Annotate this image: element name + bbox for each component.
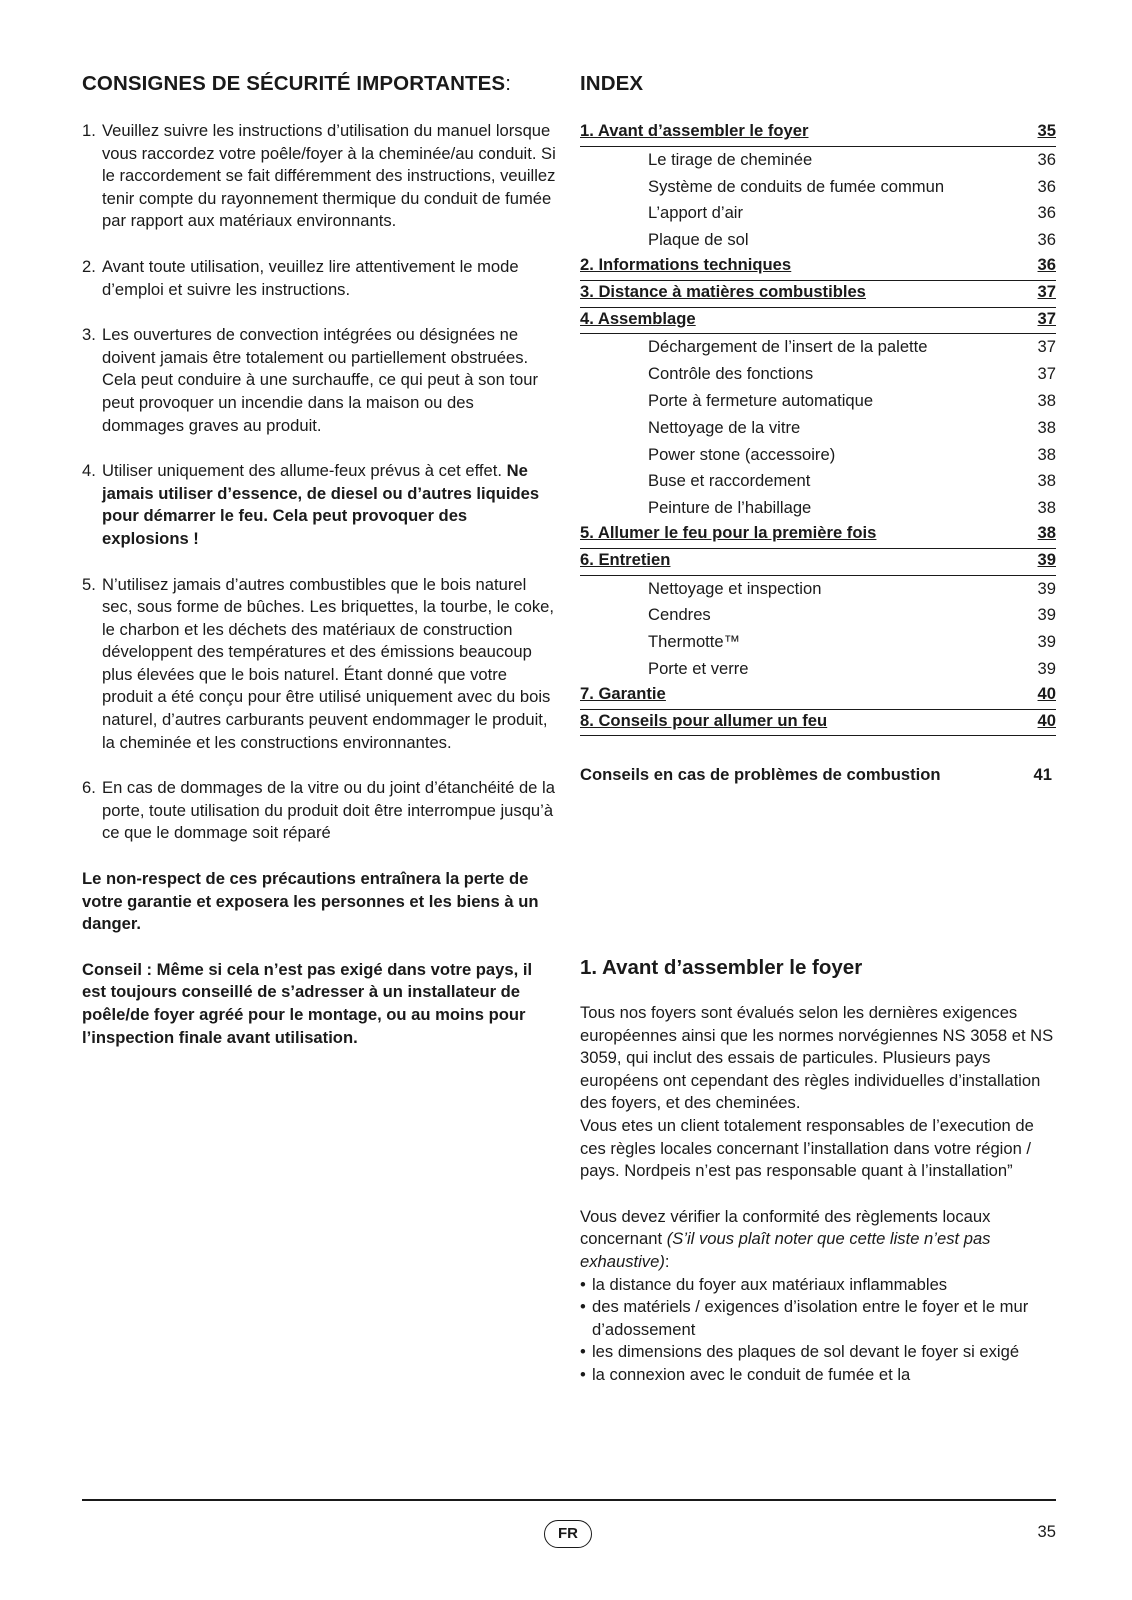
index-row-page: 36	[1037, 203, 1056, 223]
index-row-page: 39	[1037, 578, 1056, 598]
requirements-list	[580, 1274, 1056, 1387]
index-row-label: L’apport d’air	[648, 203, 744, 223]
index-row-page: 40	[1037, 683, 1056, 703]
requirement-item: • la connexion avec le conduit de fumée et la	[580, 1364, 1056, 1387]
index-row-label: Système de conduits de fumée commun	[648, 176, 945, 196]
safety-item: 2. Avant toute utilisation, veuillez lire attentivement le mode d’emploi et suivre les instructions.	[82, 256, 519, 299]
index-row-label: Porte à fermeture automatique	[648, 390, 874, 410]
index-row-label: Déchargement de l’insert de la palette	[648, 337, 928, 357]
index-row-page: 38	[1037, 417, 1056, 437]
index-row-page: 41	[1033, 765, 1052, 785]
index-row-page: 38	[1037, 522, 1056, 542]
index-row-label: Porte et verre	[648, 658, 749, 678]
warning-paragraph: Le non-respect de ces précautions entraînera la perte de votre garantie et exposera les personnes et les biens à un danger.	[82, 869, 539, 934]
index-row-page: 37	[1037, 337, 1056, 357]
section-paragraph: Vous etes un client totalement responsables de l’execution de ces règles locales concernant l’installation dans votre région / pays. Nordpeis n’est pas responsable quant à l’installation”	[580, 1115, 1034, 1181]
index-row-label: 7. Garantie	[580, 683, 666, 703]
index-row-chapter	[580, 549, 1056, 576]
index-row-label: Buse et raccordement	[648, 471, 811, 491]
safety-item: 3. Les ouvertures de convection intégrées ou désignées ne doivent jamais être totalement ou partiellement obstruées. Cela peut conduire à une surchauffe, ce qui peut à son tour peut provoquer un incendie dans la maison ou des dommages graves au produit.	[82, 325, 539, 435]
index-row-tip	[580, 762, 1056, 789]
footer-divider	[82, 1499, 1056, 1501]
index-row-page: 36	[1037, 254, 1056, 274]
index-row-subsection	[580, 388, 1056, 415]
index-row-page: 38	[1037, 498, 1056, 518]
index-row-label: Cendres	[648, 605, 711, 625]
requirement-item: • des matériels / exigences d’isolation entre le foyer et le mur d’adossement	[580, 1296, 1056, 1341]
index-row-subsection	[580, 576, 1056, 603]
index-row-label: Nettoyage et inspection	[648, 578, 822, 598]
index-row-subsection	[580, 415, 1056, 442]
index-row-label: Nettoyage de la vitre	[648, 417, 801, 437]
index-row-subsection	[580, 227, 1056, 254]
index-row-label: Le tirage de cheminée	[648, 149, 813, 169]
index-row-label: 8. Conseils pour allumer un feu	[580, 710, 828, 730]
index-row-label: 1. Avant d’assembler le foyer	[580, 121, 809, 140]
safety-list	[82, 120, 558, 845]
index-row-label: Plaque de sol	[648, 230, 749, 250]
index-list	[580, 120, 1056, 736]
index-row-label: 3. Distance à matières combustibles	[580, 281, 866, 301]
index-row-chapter	[580, 522, 1056, 549]
index-row-label: 4. Assemblage	[580, 308, 696, 328]
index-row-page: 38	[1037, 471, 1056, 491]
requirement-item: • les dimensions des plaques de sol devant le foyer si exigé	[580, 1341, 1056, 1364]
index-column	[580, 72, 1056, 789]
index-row-page: 37	[1037, 308, 1056, 328]
index-row-label: Conseils en cas de problèmes de combustion	[580, 765, 941, 785]
index-row-page: 39	[1037, 658, 1056, 678]
index-row-label: 2. Informations techniques	[580, 254, 792, 274]
index-row-label: Peinture de l’habillage	[648, 498, 812, 518]
index-heading: INDEX	[580, 72, 644, 95]
advice-paragraph: Conseil : Même si cela n’est pas exigé dans votre pays, il est toujours conseillé de s’adresser à un installateur de poêle/de foyer agréé pour le montage, ou au moins pour l’inspection finale avant utilisation.	[82, 959, 533, 1047]
index-row-page: 36	[1037, 176, 1056, 196]
index-row-subsection	[580, 442, 1056, 469]
safety-item: 4. Utiliser uniquement des allume-feux prévus à cet effet. Ne jamais utiliser d’essence, de diesel ou d’autres liquides pour démarrer le feu. Cela peut provoquer des explosions !	[82, 461, 540, 548]
index-row-chapter	[580, 683, 1056, 710]
safety-heading: CONSIGNES DE SÉCURITÉ IMPORTANTES:	[82, 72, 512, 95]
index-row-chapter	[580, 120, 1056, 147]
index-row-chapter	[580, 308, 1056, 335]
index-row-label: 5. Allumer le feu pour la première fois	[580, 522, 877, 542]
page-number: 35	[1037, 1522, 1056, 1541]
index-row-subsection	[580, 334, 1056, 361]
section-paragraph: Tous nos foyers sont évalués selon les dernières exigences européennes ainsi que les normes norvégiennes NS 3058 et NS 3059, qui inclut des essais de particules. Plusieurs pays européens ont cependant des règles individuelles d’installation des foyers, et des cheminées.	[580, 1003, 1054, 1113]
section-title: 1. Avant d’assembler le foyer	[580, 956, 863, 979]
index-row-page: 39	[1037, 605, 1056, 625]
index-row-subsection	[580, 468, 1056, 495]
index-row-subsection	[580, 200, 1056, 227]
index-row-subsection	[580, 656, 1056, 683]
index-row-page: 40	[1037, 710, 1056, 730]
index-row-subsection	[580, 495, 1056, 522]
safety-item: 6. En cas de dommages de la vitre ou du joint d’étanchéité de la porte, toute utilisation du produit doit être interrompue jusqu’à ce que le dommage soit réparé	[82, 778, 555, 843]
index-row-page: 37	[1037, 364, 1056, 384]
index-row-chapter	[580, 710, 1056, 737]
index-row-chapter	[580, 281, 1056, 308]
index-row-page: 35	[1037, 121, 1056, 140]
index-row-subsection	[580, 629, 1056, 656]
index-row-subsection	[580, 174, 1056, 201]
language-badge: FR	[544, 1520, 592, 1548]
index-row-page: 39	[1037, 632, 1056, 652]
index-row-subsection	[580, 147, 1056, 174]
safety-item-warning: Ne jamais utiliser d’essence, de diesel ou d’autres liquides pour démarrer le feu. Cela peut provoquer des explosions !	[102, 461, 540, 548]
index-row-label: Thermotte™	[648, 632, 741, 652]
index-row-label: Power stone (accessoire)	[648, 444, 836, 464]
index-row-label: Contrôle des fonctions	[648, 364, 814, 384]
safety-column	[82, 72, 558, 1072]
index-row-chapter	[580, 254, 1056, 281]
requirement-item: • la distance du foyer aux matériaux inflammables	[580, 1274, 1056, 1297]
index-row-label: 6. Entretien	[580, 549, 671, 569]
index-row-page: 38	[1037, 390, 1056, 410]
section-paragraph: Vous devez vérifier la conformité des règlements locaux concernant (S’il vous plaît noter que cette liste n’est pas exhaustive):	[580, 1206, 991, 1271]
index-row-subsection	[580, 361, 1056, 388]
section-body	[580, 1002, 1056, 1387]
safety-item: 5. N’utilisez jamais d’autres combustibles que le bois naturel sec, sous forme de bûches. Les briquettes, la tourbe, le coke, le charbon et les déchets des matériaux de construction développent des températures et des émissions beaucoup plus élevées que le bois naturel. Étant donné que votre produit a été conçu pour être utilisé uniquement avec du bois naturel, d’autres carburants peuvent endommager le produit, la cheminée et les constructions environnantes.	[82, 574, 554, 752]
index-row-subsection	[580, 602, 1056, 629]
safety-item: 1. Veuillez suivre les instructions d’utilisation du manuel lorsque vous raccordez votre poêle/foyer à la cheminée/au conduit. Si le raccordement se fait différemment des instructions, veuillez tenir compte du rayonnement thermique du conduit de fumée par rapport aux matériaux environnants.	[82, 121, 556, 231]
index-row-page: 36	[1037, 230, 1056, 250]
index-row-page: 39	[1037, 549, 1056, 569]
index-row-page: 37	[1037, 281, 1056, 301]
index-row-page: 36	[1037, 149, 1056, 169]
index-row-page: 38	[1037, 444, 1056, 464]
